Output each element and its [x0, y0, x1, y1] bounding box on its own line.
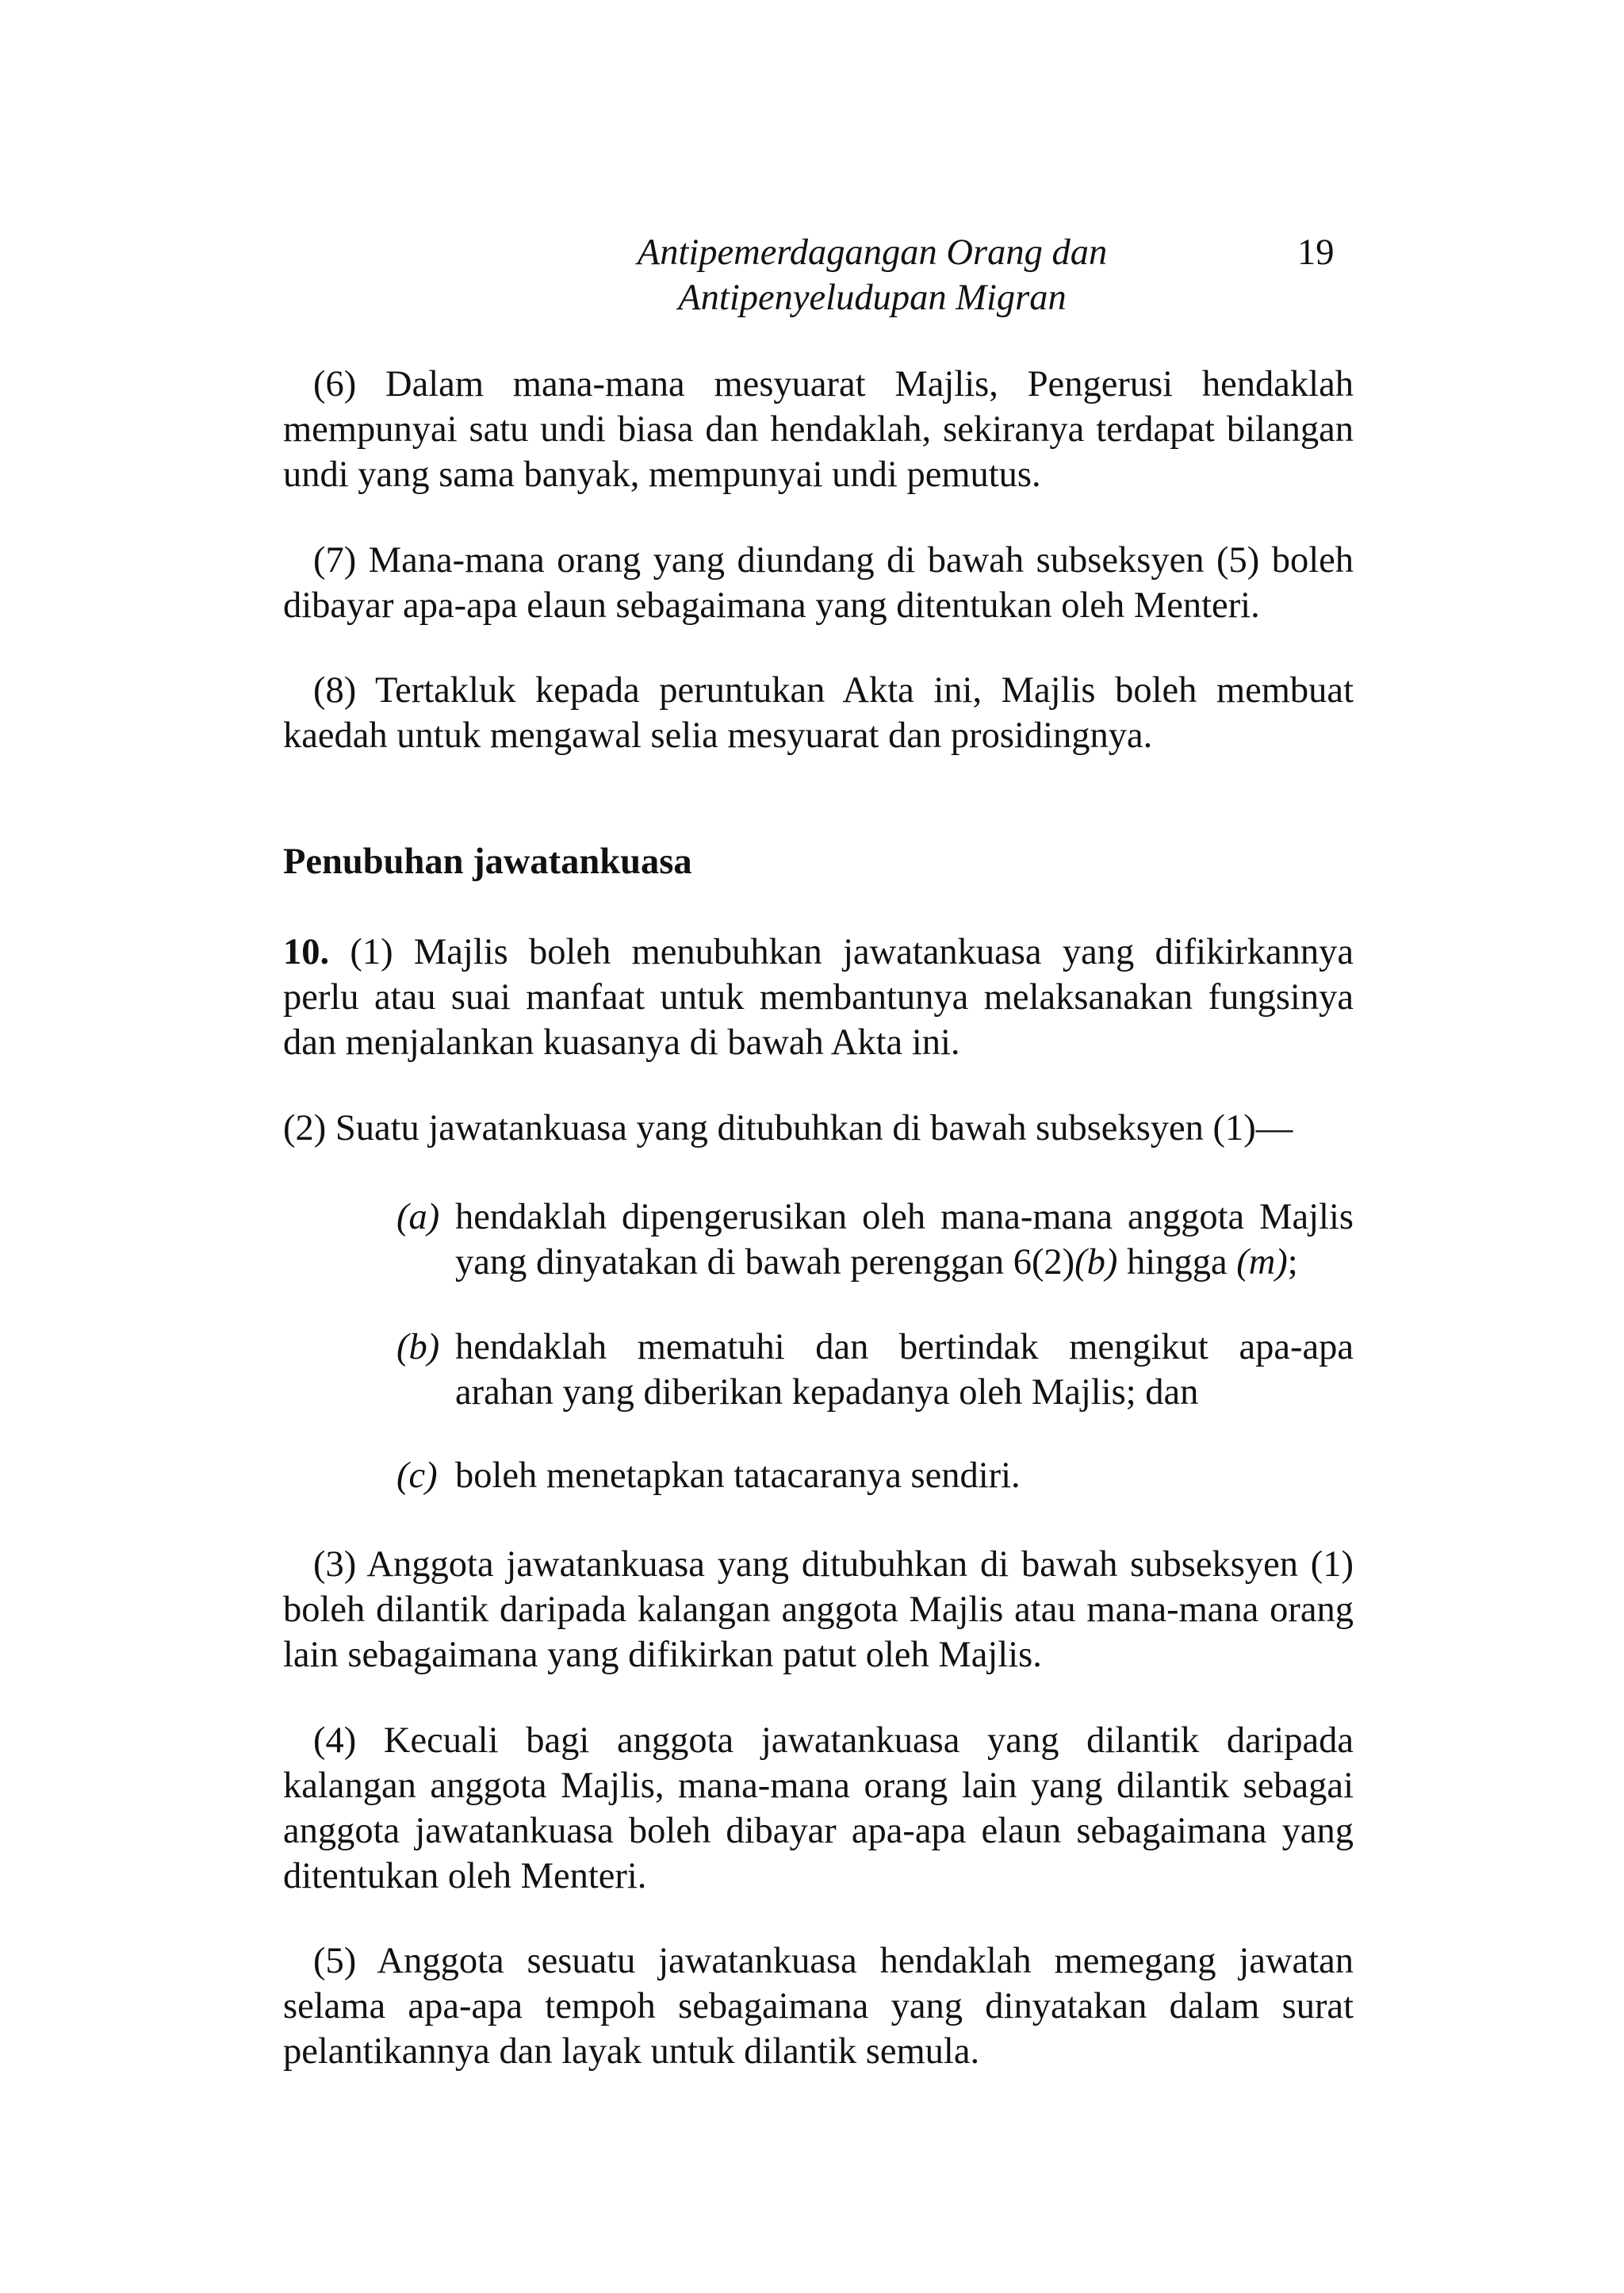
- subsection-10-5: (5) Anggota sesuatu jawatankuasa hendaklah memegang jawatan selama apa-apa tempoh sebagaimana yang dinyatakan dalam surat pelantikannya dan layak untuk dilantik semula.: [283, 1941, 1354, 2072]
- item-a-text-part-3: ;: [1287, 1242, 1298, 1283]
- item-text-c: boleh menetapkan tatacaranya sendiri.: [455, 1455, 1021, 1496]
- item-text-b: hendaklah mematuhi dan bertindak mengikut apa-apa arahan yang diberikan kepadanya oleh Majlis; dan: [455, 1327, 1354, 1413]
- list-item-c: [396, 1453, 1354, 1498]
- header-title-line-1: Antipemerdagangan Orang dan: [637, 232, 1108, 273]
- item-a-text-part-2: hingga: [1117, 1242, 1237, 1283]
- item-a-text-part-1: hendaklah dipengerusikan oleh mana-mana anggota Majlis yang dinyatakan di bawah perenggan 6(2): [455, 1197, 1354, 1283]
- subsection-10-1-text: (1) Majlis boleh menubuhkan jawatankuasa yang difikirkannya perlu atau suai manfaat untuk membantunya melaksanakan fungsinya dan menjalankan kuasanya di bawah Akta ini.: [283, 932, 1354, 1063]
- paragraph-6: (6) Dalam mana-mana mesyuarat Majlis, Pengerusi hendaklah mempunyai satu undi biasa dan hendaklah, sekiranya terdapat bilangan undi yang sama banyak, mempunyai undi pemutus.: [283, 364, 1354, 495]
- item-a-ref-m: (m): [1236, 1242, 1288, 1283]
- page-number: 19: [1297, 232, 1335, 273]
- paragraph-7: (7) Mana-mana orang yang diundang di bawah subseksyen (5) boleh dibayar apa-apa elaun sebagaimana yang ditentukan oleh Menteri.: [283, 540, 1354, 626]
- item-a-ref-b: (b): [1074, 1242, 1118, 1283]
- subsection-10-2: (2) Suatu jawatankuasa yang ditubuhkan di bawah subseksyen (1)—: [283, 1108, 1293, 1148]
- section-number: 10.: [283, 932, 330, 972]
- item-label-c: (c): [396, 1455, 438, 1496]
- subsection-10-4: (4) Kecuali bagi anggota jawatankuasa yang dilantik daripada kalangan anggota Majlis, mana-mana orang lain yang dilantik sebagai anggota jawatankuasa boleh dibayar apa-apa elaun sebagaimana yang ditentukan oleh Menteri.: [283, 1720, 1354, 1896]
- list-item-b: [396, 1325, 1354, 1415]
- subsection-10-1: [283, 930, 1354, 1065]
- item-text-a: [455, 1194, 1354, 1285]
- running-header-title: [555, 230, 1189, 320]
- subsection-10-3: (3) Anggota jawatankuasa yang ditubuhkan di bawah subseksyen (1) boleh dilantik daripada kalangan anggota Majlis atau mana-mana orang lain sebagaimana yang difikirkan patut oleh Majlis.: [283, 1544, 1354, 1675]
- section-heading: Penubuhan jawatankuasa: [283, 842, 692, 882]
- item-label-b: (b): [396, 1327, 440, 1367]
- header-title-line-2: Antipenyeludupan Migran: [678, 278, 1067, 318]
- item-label-a: (a): [396, 1197, 440, 1237]
- list-item-a: [396, 1194, 1354, 1285]
- paragraph-8: (8) Tertakluk kepada peruntukan Akta ini, Majlis boleh membuat kaedah untuk mengawal selia mesyuarat dan prosidingnya.: [283, 670, 1354, 756]
